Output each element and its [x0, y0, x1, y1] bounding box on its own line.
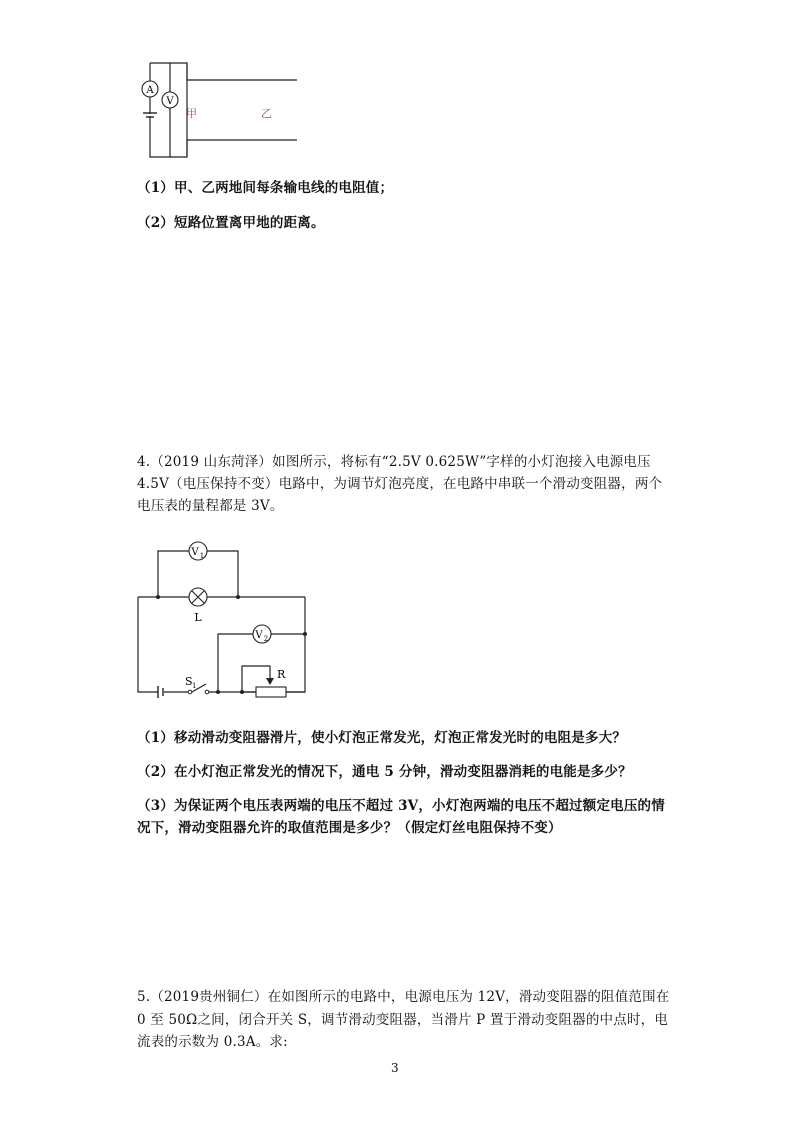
q4-sub3-line1: （3）为保证两个电压表两端的电压不超过 3V，小灯泡两端的电压不超过额定电压的情	[137, 798, 665, 814]
v1-subscript: 1	[199, 552, 205, 560]
v2-subscript: 2	[263, 635, 269, 643]
q5-stem-line3: 流表的示数为 0.3A。求:	[137, 1034, 288, 1050]
rheostat-symbol	[256, 687, 286, 697]
v1-label: V	[191, 547, 199, 558]
v2-label: V	[255, 630, 263, 641]
q4-sub2: （2）在小灯泡正常发光的情况下，通电 5 分钟，滑动变阻器消耗的电能是多少？	[137, 764, 632, 780]
transmission-circuit-diagram	[130, 55, 310, 165]
q3-sub2: （2）短路位置离甲地的距离。	[137, 215, 325, 231]
q3-sub1: （1）甲、乙两地间每条输电线的电阻值；	[137, 180, 394, 196]
q5-stem-line2: 0 至 50Ω之间，闭合开关 S，调节滑动变阻器，当滑片 P 置于滑动变阻器的中点时，电	[137, 1012, 669, 1028]
location-a-label: 甲	[186, 107, 197, 120]
q4-sub3-line2: 况下，滑动变阻器允许的取值范围是多少？（假定灯丝电阻保持不变）	[137, 820, 562, 836]
lamp-rheostat-circuit-diagram	[130, 535, 320, 705]
q4-sub1: （1）移动滑动变阻器滑片，使小灯泡正常发光，灯泡正常发光时的电阻是多大？	[137, 730, 627, 746]
rheostat-label: R	[277, 668, 286, 681]
voltmeter-label: V	[166, 96, 174, 107]
location-b-label: 乙	[261, 107, 272, 120]
page-number: 3	[391, 1061, 399, 1075]
ammeter-label: A	[146, 85, 154, 96]
switch-label: S	[185, 675, 193, 688]
lamp-label: L	[194, 611, 202, 624]
q4-stem-line1: 4.（2019 山东菏泽）如图所示，将标有“2.5V 0.625W”字样的小灯泡接入电源电压	[137, 454, 651, 470]
q4-stem-line3: 电压表的量程都是 3V。	[137, 498, 284, 514]
switch-subscript: 1	[192, 682, 197, 690]
q4-stem-line2: 4.5V（电压保持不变）电路中，为调节灯泡亮度，在电路中串联一个滑动变阻器，两个	[137, 476, 663, 492]
q5-stem-line1: 5.（2019贵州铜仁）在如图所示的电路中，电源电压为 12V，滑动变阻器的阻值范围在	[137, 989, 670, 1005]
